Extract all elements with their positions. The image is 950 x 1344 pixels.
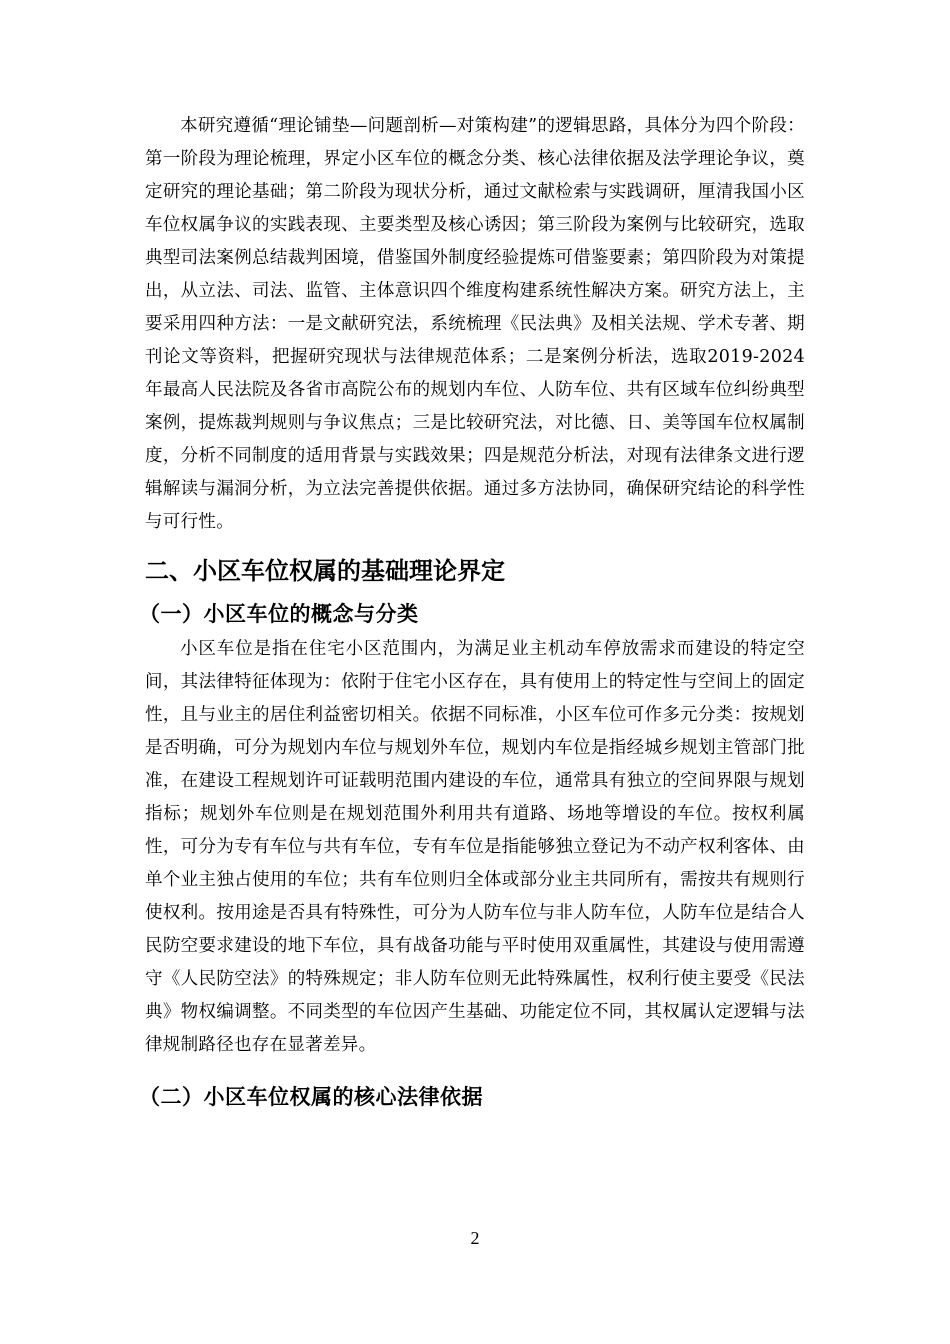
body-paragraph: 本研究遵循“理论铺垫—问题剖析—对策构建”的逻辑思路，具体分为四个阶段：第一阶段为理论梳理，界定小区车位的概念分类、核心法律依据及法学理论争议，奠定研究的理论基础；第二阶段为现状分析，通过文献检索与实践调研，厘清我国小区车位权属争议的实践表现、主要类型及核心诱因；第三阶段为案例与比较研究，选取典型司法案例总结裁判困境，借鉴国外制度经验提炼可借鉴要素；第四阶段为对策提出，从立法、司法、监管、主体意识四个维度构建系统性解决方案。研究方法上，主要采用四种方法：一是文献研究法，系统梳理《民法典》及相关法规、学术专著、期刊论文等资料，把握研究现状与法律规范体系；二是案例分析法，选取2019-2024年最高人民法院及各省市高院公布的规划内车位、人防车位、共有区域车位纠纷典型案例，提炼裁判规则与争议焦点；三是比较研究法，对比德、日、美等国车位权属制度，分析不同制度的适用背景与实践效果；四是规范分析法，对现有法律条文进行逻辑解读与漏洞分析，为立法完善提供依据。通过多方法协同，确保研究结论的科学性与可行性。 — [145, 116, 805, 532]
section-heading: 二、小区车位权属的基础理论界定 — [145, 557, 505, 585]
subsection-heading: （一）小区车位的概念与分类 — [139, 602, 419, 626]
page-content — [139, 110, 805, 1112]
page-number: 2 — [470, 1228, 480, 1248]
body-paragraph: 小区车位是指在住宅小区范围内，为满足业主机动车停放需求而建设的特定空间，其法律特征体现为：依附于住宅小区存在，具有使用上的特定性与空间上的固定性，且与业主的居住利益密切相关。依据不同标准，小区车位可作多元分类：按规划是否明确，可分为规划内车位与规划外车位，规划内车位是指经城乡规划主管部门批准，在建设工程规划许可证载明范围内建设的车位，通常具有独立的空间界限与规划指标；规划外车位则是在规划范围外利用共有道路、场地等增设的车位。按权利属性，可分为专有车位与共有车位，专有车位是指能够独立登记为不动产权利客体、由单个业主独占使用的车位；共有车位则归全体或部分业主共同所有，需按共有规则行使权利。按用途是否具有特殊性，可分为人防车位与非人防车位，人防车位是结合人民防空要求建设的地下车位，具有战备功能与平时使用双重属性，其建设与使用需遵守《人民防空法》的特殊规定；非人防车位则无此特殊属性，权利行使主要受《民法典》物权编调整。不同类型的车位因产生基础、功能定位不同，其权属认定逻辑与法律规制路径也存在显著差异。 — [145, 639, 805, 1055]
subsection-heading: （二）小区车位权属的核心法律依据 — [139, 1085, 483, 1109]
